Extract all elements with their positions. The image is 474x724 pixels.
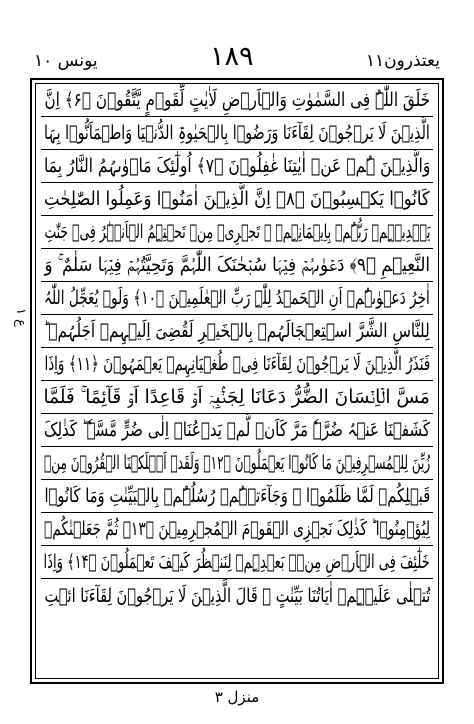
juz-name: یعتذرون۱۱ (365, 51, 440, 71)
text-line-content: فَنَذَرُ الَّذِیۡنَ لَا یَرۡجُوۡنَ لِقَآءَنَا فِیۡ طُغۡیَانِہِمۡ یَعۡمَہُوۡنَ ﴿۱۱﴾ وَاِذَا (44, 353, 430, 375)
text-line (41, 249, 433, 282)
text-line (41, 546, 433, 579)
text-line (41, 381, 433, 414)
text-line (41, 513, 433, 546)
text-line-content: مَسَّ الۡاِنۡسَانَ الضُّرُّ دَعَانَا لِجَنۡۢبِہٖۤ اَوۡ قَاعِدًا اَوۡ قَآئِمًا ۚ فَلَمَّا (43, 386, 431, 408)
text-line (41, 117, 433, 150)
text-line-content: قَبۡلِکُمۡ لَمَّا ظَلَمُوۡا ۙ وَجَآءَتۡہُمۡ رُسُلُہُمۡ بِالۡبَیِّنٰتِ وَمَا کَانُوۡا (44, 485, 430, 507)
text-line-content: لِیُؤۡمِنُوۡا ؕ کَذٰلِکَ نَجۡزِی الۡقَوۡمَ الۡمُجۡرِمِیۡنَ ﴿۱۳﴾ ثُمَّ جَعَلۡنٰکُمۡ (43, 518, 431, 540)
text-line (41, 414, 433, 447)
text-line-content: یَہۡدِیۡہِمۡ رَبُّہُمۡ بِاِیۡمَانِہِمۡ ۚ تَجۡرِیۡ مِنۡ تَحۡتِہِمُ الۡاَنۡہٰرُ فِیۡ جَنّٰتِ (44, 221, 430, 243)
text-line-content: تُتۡلٰی عَلَیۡہِمۡ اٰیَاتُنَا بَیِّنٰتٍ ۙ قَالَ الَّذِیۡنَ لَا یَرۡجُوۡنَ لِقَآءَنَا ائۡتِ (44, 584, 430, 607)
manzil-footer: منزل ۳ (214, 688, 260, 706)
text-line (41, 348, 433, 381)
text-line-content: اٰخِرُ دَعۡوٰىہُمۡ اَنِ الۡحَمۡدُ لِلّٰہِ رَبِّ الۡعٰلَمِیۡنَ ﴿۱۰﴾ وَلَوۡ یُعَجِّلُ اللّٰہُ (44, 287, 430, 309)
text-line-content: کَشَفۡنَا عَنۡہُ ضُرَّہٗ مَرَّ کَاَنۡ لَّمۡ یَدۡعُنَاۤ اِلٰی ضُرٍّ مَّسَّہٗ ؕ کَذٰلِکَ (43, 419, 431, 441)
text-line (41, 183, 433, 216)
page-number: ۱۸۹ (209, 41, 254, 72)
text-line (41, 579, 433, 612)
text-line-content: النَّعِیۡمِ ﴿۹﴾ دَعۡوٰىہُمۡ فِیۡہَا سُبۡحٰنَکَ اللّٰہُمَّ وَتَحِیَّتُہُمۡ فِیۡہَا سَلٰمٌ ۚ وَ (44, 254, 430, 276)
text-line (41, 150, 433, 183)
text-line (41, 315, 433, 348)
text-line (41, 84, 433, 117)
text-line-content: وَالَّذِیۡنَ ہُمۡ عَنۡ اٰیٰتِنَا غٰفِلُوۡنَ ﴿۷﴾ اُولٰٓئِکَ مَاۡوٰىہُمُ النَّارُ بِمَا (43, 155, 431, 177)
text-line (41, 282, 433, 315)
ruku-marker: ع ۱ (13, 308, 28, 327)
text-line-content: الَّذِیۡنَ لَا یَرۡجُوۡنَ لِقَآءَنَا وَرَضُوۡا بِالۡحَیٰوۃِ الدُّنۡیَا وَاطۡمَاَنُّوۡا بِہَا (44, 122, 430, 144)
text-line (41, 480, 433, 513)
text-line (41, 447, 433, 480)
text-line-content: کَانُوۡا یَکۡسِبُوۡنَ ﴿۸﴾ اِنَّ الَّذِیۡنَ اٰمَنُوۡا وَعَمِلُوا الصّٰلِحٰتِ (44, 188, 430, 210)
text-line-content: زُیِّنَ لِلۡمُسۡرِفِیۡنَ مَا کَانُوۡا یَعۡمَلُوۡنَ ﴿۱۲﴾ وَلَقَدۡ اَہۡلَکۡنَا الۡقُرُوۡنَ مِنۡ (43, 452, 431, 474)
text-line-content: خَلٰٓئِفَ فِی الۡاَرۡضِ مِنۡۢ بَعۡدِہِمۡ لِنَنۡظُرَ کَیۡفَ تَعۡمَلُوۡنَ ﴿۱۴﴾ وَاِذَا (43, 551, 431, 573)
page-header (34, 42, 440, 72)
text-line-content: خَلَقَ اللّٰہُ فِی السَّمٰوٰتِ وَالۡاَرۡضِ لَاٰیٰتٍ لِّقَوۡمٍ یَّتَّقُوۡنَ ﴿۶﴾ اِنَّ (44, 89, 430, 111)
text-line-content: لِلنَّاسِ الشَّرَّ اسۡتِعۡجَالَہُمۡ بِالۡخَیۡرِ لَقُضِیَ اِلَیۡہِمۡ اَجَلُہُمۡ ؕ (43, 320, 431, 342)
surah-name: یونس ۱۰ (34, 51, 98, 71)
text-line (41, 216, 433, 249)
verse-text-area (41, 84, 433, 678)
